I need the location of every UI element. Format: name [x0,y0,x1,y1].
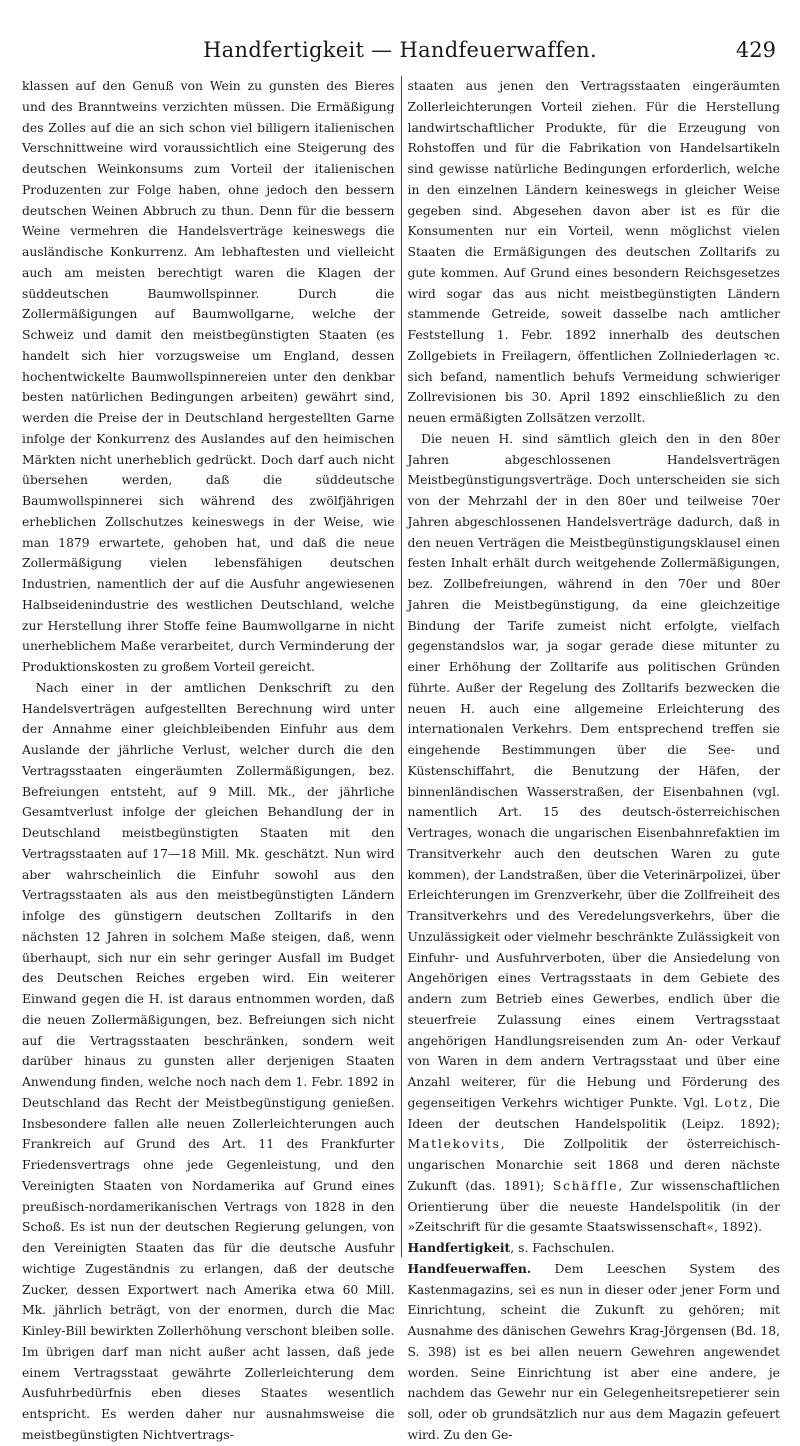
left-column [22,76,401,1442]
page-header [22,38,778,68]
paragraph: staaten aus jenen den Vertragsstaaten eingeräumten Zollerleichterungen Vorteil ziehen. Für die Herstellung landwirtschaftlicher Produkte, für die Erzeugung von Rohstoffen und für die Fabrikation von Handelsartikeln sind gewisse natürliche Bedingungen erforderlich, welche in den einzelnen Ländern keineswegs in gleicher Weise gegeben sind. Abgesehen davon aber ist es für die Konsumenten nur ein Vorteil, wenn möglichst vielen Staaten die Ermäßigungen des deutschen Zolltarifs zu gute kommen. Auf Grund eines besondern Reichsgesetzes wird sogar das aus nicht meistbegünstigten Ländern stammende Getreide, soweit dasselbe nach amtlicher Feststellung 1. Febr. 1892 innerhalb des deutschen Zollgebiets in Freilagern, öffentlichen Zollniederlagen ꝛc. sich befand, namentlich behufs Vermeidung schwieriger Zollrevisionen bis 30. April 1892 einschließlich zu den neuen ermäßigten Zollsätzen verzollt. [407,79,780,425]
reference-author: Lotz [714,1095,749,1110]
dictionary-entry [408,1259,781,1446]
running-title: Handfertigkeit — Handfeuerwaffen. [203,38,597,62]
entry-text: Dem Leeschen System des Kastenmagazins, sei es nun in dieser oder jener Form und Einrichtung, scheint die Zukunft zu gehören; mit Ausnahme des dänischen Gewehrs Krag-Jörgensen (Bd. 18, S. 398) ist es bei allen neuern Gewehren angewendet worden. Seine Einrichtung ist aber eine andere, je nachdem das Gewehr nur ein Gelegenheitsrepetierer sein soll, oder ob grundsätzlich nur aus dem Magazin gefeuert wird. Zu den Ge- [407,1261,780,1442]
page-number: 429 [735,38,776,62]
entry-text: , s. Fachschulen. [510,1241,615,1255]
right-column [402,76,781,1442]
text-columns [22,76,780,1442]
reference-author: Matlekovits [407,1137,501,1152]
reference-text: , Die Ideen der deutschen Handelspolitik (Leipz. 1892); [407,1095,780,1131]
dictionary-entry [408,1238,781,1259]
entry-headword: Handfertigkeit [407,1240,511,1255]
reference-text: , Die Zollpolitik der österreichisch-ungarischen Monarchie seit 1868 und deren nächste Zukunft (das. 1891); [407,1137,780,1193]
paragraph: klassen auf den Genuß von Wein zu gunsten des Bieres und des Branntweins verzichten müssen. Die Ermäßigung des Zolles auf die an sich schon viel billigern italienischen Verschnittweine wird voraussichtlich eine Steigerung des deutschen Weinkonsums zum Vorteil der italienischen Produzenten zur Folge haben, ohne jedoch den bessern deutschen Weinen Abbruch zu thun. Denn für die bessern Weine vermehren die Handelsverträge keineswegs die ausländische Konkurrenz. Am lebhaftesten und vielleicht auch am meisten berechtigt waren die Klagen der süddeutschen Baumwollspinner. Durch die Zollermäßigungen auf Baumwollgarne, welche der Schweiz und damit den meistbegünstigten Staaten (es handelt sich hier vorzugsweise um England, dessen hochentwickelte Baumwollspinnereien unter den denkbar besten natürlichen Bedingungen arbeiten) gewährt sind, werden die Preise der in Deutschland hergestellten Garne infolge der Konkurrenz des Auslandes auf den heimischen Märkten nicht unerheblich gedrückt. Doch darf auch nicht übersehen werden, daß die süddeutsche Baumwollspinnerei sich während des zwölfjährigen erheblichen Zollschutzes keineswegs in der Weise, wie man 1879 erwartete, gehoben hat, und daß die neue Zollermäßigung vielen lebensfähigen deutschen Industrien, namentlich der auf die Ausfuhr angewiesenen Halbseidenindustrie des westlichen Deutschland, welche zur Herstellung ihrer Stoffe feine Baumwollgarne in nicht unerheblichem Maße verarbeitet, durch Verminderung der Produktionskosten zu großem Vorteil gereicht. [22,79,395,674]
paragraph-text: Die neuen H. sind sämtlich gleich den in den 80er Jahren abgeschlossenen Handelsverträgen Meistbegünstigungsverträge. Doch unterscheiden sie sich von der Mehrzahl der in den 80er und teilweise 70er Jahren abgeschlossenen Handelsverträge dadurch, daß in den neuen Verträgen die Meistbegünstigungsklausel einen festen Inhalt erhält durch weitgehende Zollermäßigungen, bez. Zollbefreiungen, während in den 70er und 80er Jahren die Meistbegünstigung, da eine gleichzeitige Bindung der Tarife zumeist nicht erfolgte, vielfach gegenstandslos war, ja sogar gerade diese mitunter zu einer Erhöhung der Zolltarife aus politischen Gründen führte. Außer der Regelung des Zolltarifs bezwecken die neuen H. auch eine allgemeine Erleichterung des internationalen Verkehrs. Dem entsprechend treffen sie eingehende Bestimmungen über die See- und Küstenschiffahrt, die Benutzung der Häfen, der binnenländischen Wasserstraßen, der Eisenbahnen (vgl. namentlich Art. 15 des deutsch-österreichischen Vertrages, wonach die ungarischen Eisenbahnrefaktien im Transitverkehr auch den deutschen Waren zu gute kommen), der Landstraßen, über die Veterinärpolizei, über Erleichterungen im Grenzverkehr, über die Zollfreiheit des Transitverkehrs und des Veredelungsverkehrs, über die Unzulässigkeit oder vielmehr beschränkte Zulässigkeit von Einfuhr- und Ausfuhrverboten, über die Ansiedelung von Angehörigen eines Vertragsstaats in dem Gebiete des andern zum Betrieb eines Gewerbes, endlich über die steuerfreie Zulassung eines einem Vertragsstaat angehörigen Handlungsreisenden zum An- oder Verkauf von Waren in dem andern Vertragsstaat und über eine Anzahl weiterer, für die Hebung und Förderung des gegenseitigen Verkehrs wichtiger Punkte. Vgl. [407,431,780,1110]
paragraph [408,429,781,1238]
reference-author: Schäffle [552,1178,619,1193]
paragraph: Nach einer in der amtlichen Denkschrift zu den Handelsverträgen aufgestellten Berechnung wird unter der Annahme einer gleichbleibenden Einfuhr aus dem Auslande der jährliche Verlust, welcher durch die den Vertragsstaaten eingeräumten Zollermäßigungen, bez. Befreiungen entsteht, auf 9 Mill. Mk., der jährliche Gesamtverlust infolge der gleichen Behandlung der in Deutschland meistbegünstigten Staaten mit den Vertragsstaaten auf 17—18 Mill. Mk. geschätzt. Nun wird aber wahrscheinlich die Einfuhr sowohl aus den Vertragsstaaten als aus den meistbegünstigten Ländern infolge des günstigern deutschen Zolltarifs in den nächsten 12 Jahren in solchem Maße steigen, daß, wenn überhaupt, sich nur ein sehr geringer Ausfall im Budget des Deutschen Reiches ergeben wird. Ein weiterer Einwand gegen die H. ist daraus entnommen worden, daß die neuen Zollermäßigungen, bez. Befreiungen sich nicht auf die Vertragsstaaten beschränken, sondern weit darüber hinaus zu gunsten aller derjenigen Staaten Anwendung finden, welche noch nach dem 1. Febr. 1892 in Deutschland das Recht der Meistbegünstigung genießen. Insbesondere fallen alle neuen Zollerleichterungen auch Frankreich auf Grund des Art. 11 des Frankfurter Friedensvertrags ohne jede Gegenleistung, und den Vereinigten Staaten von Nordamerika auf Grund eines preußisch-nordamerikanischen Vertrags von 1828 in den Schoß. Es ist nun der deutschen Regierung gelungen, von den Vereinigten Staaten das für die deutsche Ausfuhr wichtige Zugeständnis zu erlangen, daß der deutsche Zucker, dessen Exportwert nach Amerika etwa 60 Mill. Mk. jährlich beträgt, von der enormen, durch die Mac Kinley-Bill bewirkten Zollerhöhung verschont bleiben solle. Im übrigen darf man nicht außer acht lassen, daß jede einem Vertragsstaat gewährte Zollerleichterung dem Ausfuhrbedürfnis eben dieses Staates wesentlich entspricht. Es werden daher nur ausnahmsweise die meistbegünstigten Nichtvertrags- [22,680,395,1442]
entry-headword: Handfeuerwaffen. [407,1260,532,1276]
reference-text: , Zur wissenschaftlichen Orientierung über die neueste Handelspolitik (in der »Zeitschrift für die gesamte Staatswissenschaft«, 1892). [407,1178,780,1235]
